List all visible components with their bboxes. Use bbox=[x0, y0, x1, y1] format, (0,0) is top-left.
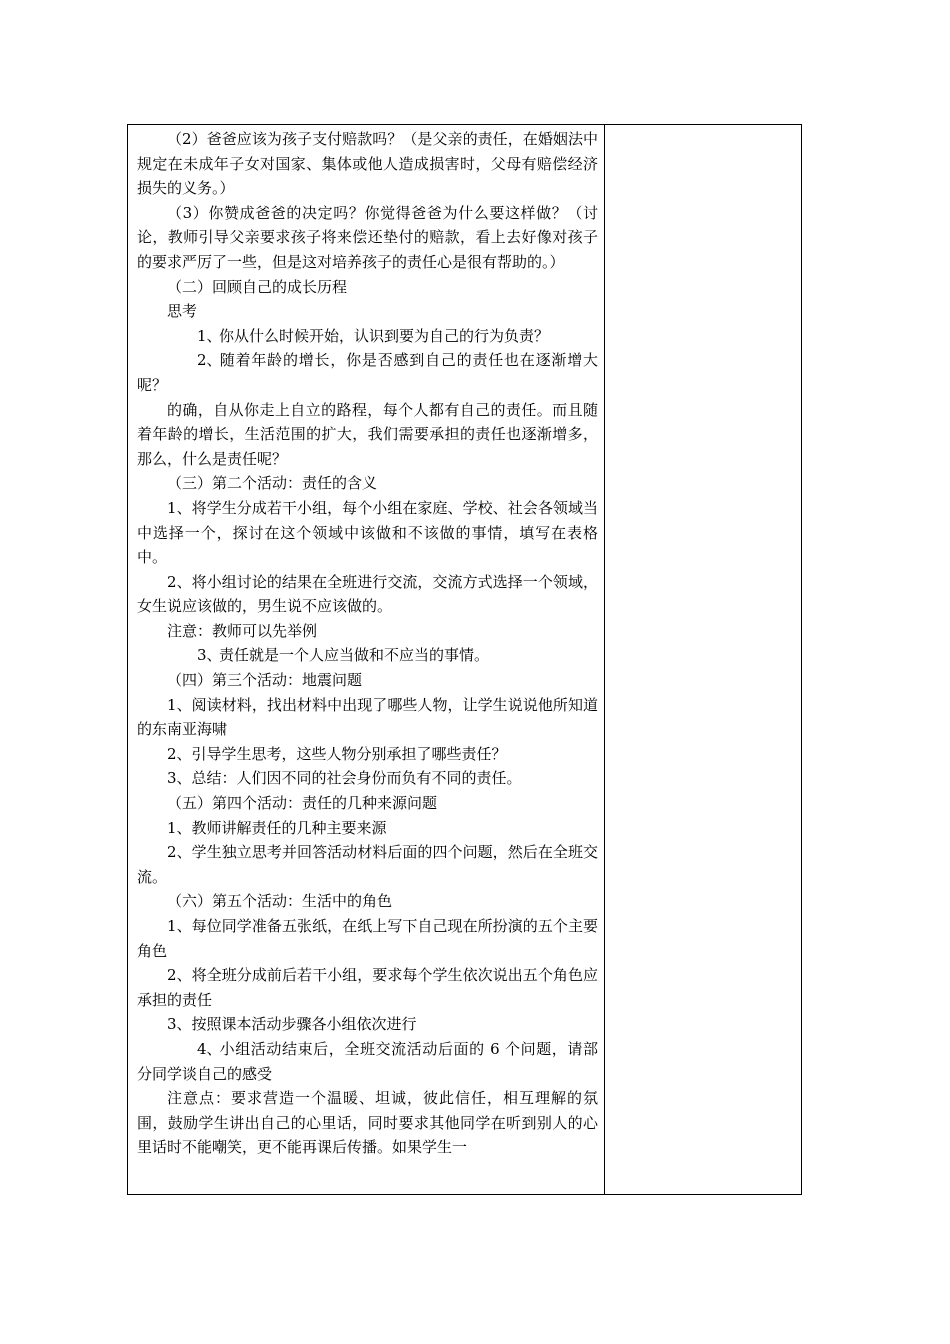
paragraph: 1、阅读材料，找出材料中出现了哪些人物，让学生说说他所知道的东南亚海啸 bbox=[137, 695, 598, 739]
paragraph: 1、将学生分成若干小组，每个小组在家庭、学校、社会各领域当中选择一个，探讨在这个领域中该做和不该做的事情，填写在表格中。 bbox=[137, 498, 598, 567]
notes-cell bbox=[605, 125, 801, 1194]
paragraph: 3、总结：人们因不同的社会身份而负有不同的责任。 bbox=[167, 769, 522, 788]
paragraph: 思考 bbox=[167, 302, 198, 321]
paragraph: 3、按照课本活动步骤各小组依次进行 bbox=[167, 1015, 417, 1034]
paragraph: （2）爸爸应该为孩子支付赔款吗？（是父亲的责任，在婚姻法中规定在未成年子女对国家、集体或他人造成损害时，父母有赔偿经济损失的义务。） bbox=[137, 130, 598, 198]
lesson-content-cell bbox=[128, 125, 605, 1194]
paragraph: 2、将小组讨论的结果在全班进行交流，交流方式选择一个领域，女生说应该做的，男生说不应该做的。 bbox=[137, 572, 598, 616]
lesson-plan-table bbox=[127, 124, 802, 1195]
paragraph: 1、教师讲解责任的几种主要来源 bbox=[167, 818, 387, 837]
item-text: 小组活动结束后，全班交流活动后面的 6 个问题，请部分同学谈自己的感受 bbox=[137, 1039, 598, 1083]
item-number: 3、 bbox=[197, 646, 222, 665]
numbered-item bbox=[137, 324, 598, 349]
section-heading: （四）第三个活动：地震问题 bbox=[167, 671, 363, 690]
paragraph: 2、学生独立思考并回答活动材料后面的四个问题，然后在全班交流。 bbox=[137, 843, 598, 886]
section-heading: （二）回顾自己的成长历程 bbox=[167, 277, 348, 296]
lesson-content bbox=[128, 125, 604, 1160]
paragraph: 2、将全班分成前后若干小组，要求每个学生依次说出五个角色应承担的责任 bbox=[137, 966, 598, 1009]
item-number: 2、 bbox=[197, 351, 222, 370]
item-number: 4、 bbox=[197, 1039, 222, 1058]
section-heading: （三）第二个活动：责任的含义 bbox=[167, 474, 378, 493]
section-heading: （六）第五个活动：生活中的角色 bbox=[167, 892, 393, 911]
section-heading: （五）第四个活动：责任的几种来源问题 bbox=[167, 794, 438, 813]
item-text: 你从什么时候开始，认识到要为自己的行为负责？ bbox=[219, 326, 550, 345]
numbered-item bbox=[137, 643, 598, 668]
paragraph: （3）你赞成爸爸的决定吗？你觉得爸爸为什么要这样做？（讨论，教师引导父亲要求孩子将来偿还垫付的赔款，看上去好像对孩子的要求严厉了一些，但是这对培养孩子的责任心是很有帮助的。） bbox=[137, 203, 598, 271]
paragraph: 2、引导学生思考，这些人物分别承担了哪些责任？ bbox=[167, 744, 507, 763]
paragraph: 的确，自从你走上自立的路程，每个人都有自己的责任。而且随着年龄的增长，生活范围的扩大，我们需要承担的责任也逐渐增多，那么，什么是责任呢？ bbox=[137, 400, 598, 468]
numbered-item bbox=[137, 348, 598, 397]
paragraph: 1、每位同学准备五张纸，在纸上写下自己现在所扮演的五个主要角色 bbox=[137, 917, 598, 960]
item-number: 1、 bbox=[197, 326, 222, 345]
numbered-item bbox=[137, 1037, 598, 1086]
item-text: 责任就是一个人应当做和不应当的事情。 bbox=[219, 646, 490, 665]
item-text: 随着年龄的增长，你是否感到自己的责任也在逐渐增大呢？ bbox=[137, 351, 598, 394]
paragraph: 注意点：要求营造一个温暖、坦诚，彼此信任，相互理解的氛围，鼓励学生讲出自己的心里话，同时要求其他同学在听到别人的心里话时不能嘲笑，更不能再课后传播。如果学生一 bbox=[137, 1089, 598, 1157]
paragraph: 注意：教师可以先举例 bbox=[167, 621, 318, 640]
